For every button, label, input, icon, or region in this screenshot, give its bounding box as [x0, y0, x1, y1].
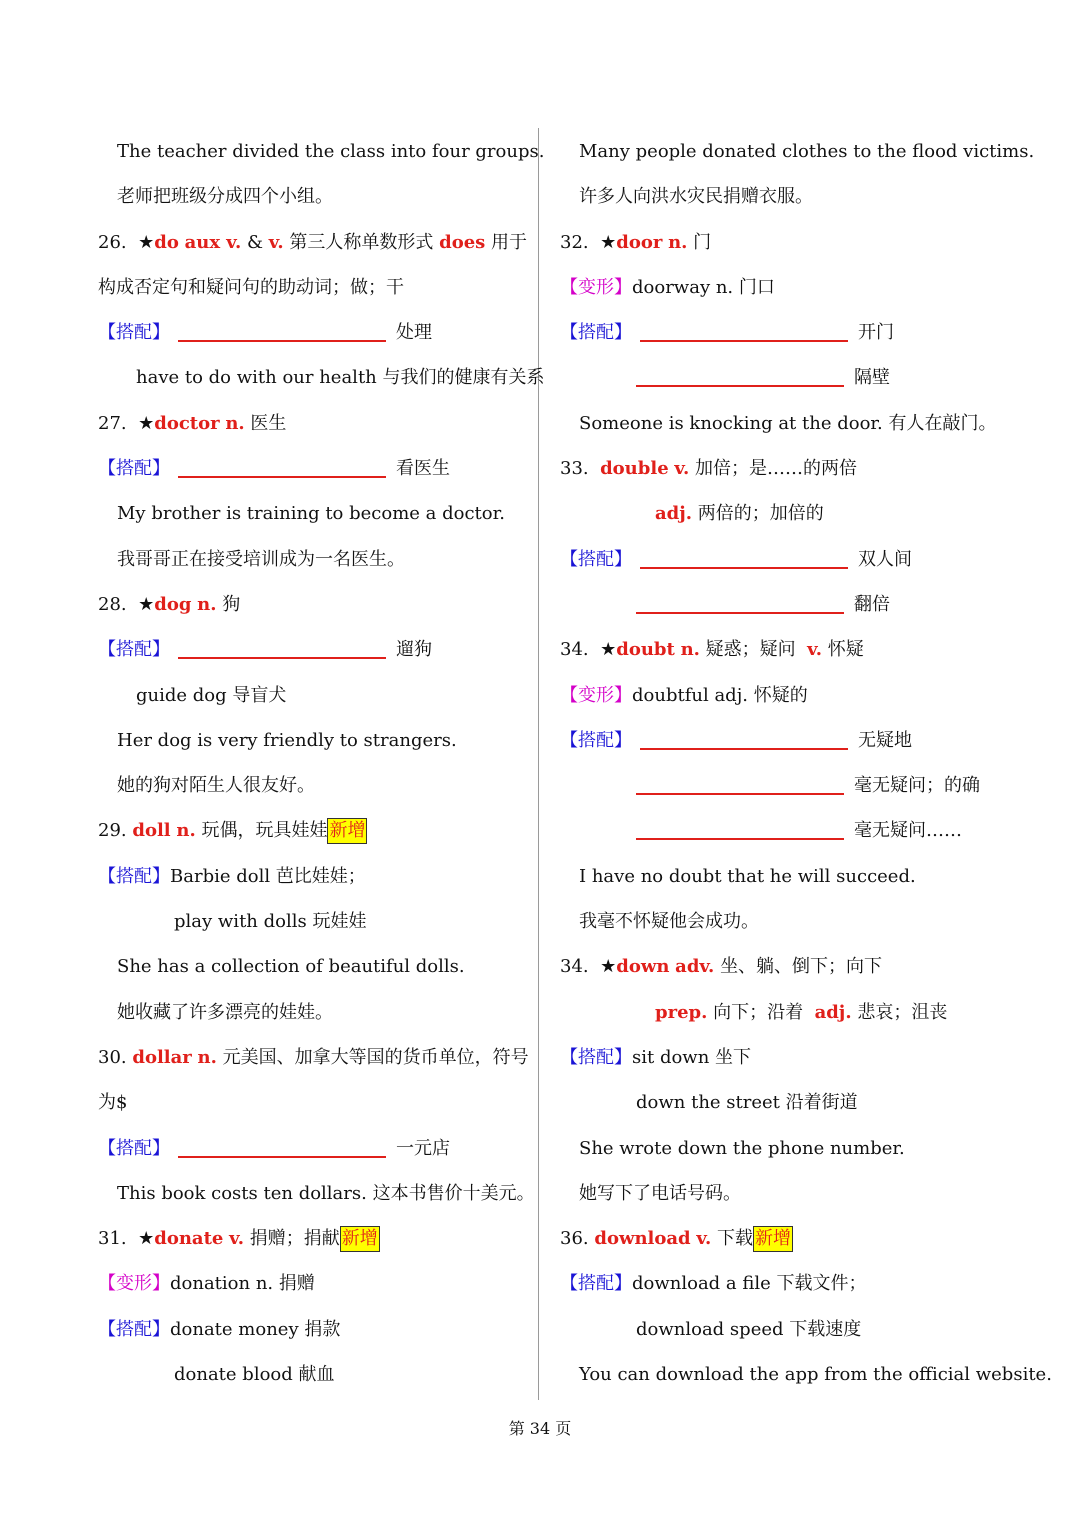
variant-label: 【变形】 — [98, 1273, 170, 1295]
text-span: 29. — [98, 820, 127, 842]
text-span: 【搭配】 — [560, 322, 632, 344]
text-span: adj. — [655, 503, 693, 525]
text-span: 【变形】 — [560, 276, 632, 298]
star-icon: ★ — [138, 1228, 155, 1250]
fill-blank — [178, 454, 386, 478]
text-span: v. — [229, 1228, 244, 1250]
text-span: 医生 — [250, 412, 287, 434]
text-span: 开门 — [858, 322, 894, 344]
example-translation: 她写下了电话号码。 — [579, 1182, 741, 1204]
text-span: v. — [268, 231, 284, 253]
phrase: guide dog 导盲犬 — [136, 684, 287, 706]
text-span: 32. — [560, 231, 589, 253]
collocation-row — [560, 537, 1000, 582]
text-span: download a file 下载文件； — [632, 1273, 867, 1295]
text-span: Barbie doll 芭比娃娃； — [170, 865, 366, 887]
headword: double — [600, 458, 669, 480]
text-span: 第三人称单数形式 — [289, 231, 434, 253]
text-span: 双人间 — [858, 548, 912, 570]
text-span: 36. — [560, 1228, 589, 1250]
collocation-row — [560, 763, 1000, 808]
text-span: donate money 捐款 — [170, 1318, 341, 1340]
text-span: 玩偶，玩具娃娃 — [201, 820, 328, 842]
left-column — [98, 129, 545, 1397]
headword: doubt — [616, 639, 675, 661]
text-span: 元美国、加拿大等国的货币单位，符号 — [222, 1046, 529, 1068]
text-span: 30. — [98, 1046, 127, 1068]
text-span: 悲哀；沮丧 — [857, 1001, 948, 1023]
text-span: 31. — [98, 1228, 127, 1250]
example-sentence: She has a collection of beautiful dolls. — [117, 956, 465, 978]
text-span: 【搭配】 — [560, 729, 632, 751]
example-sentence: This book costs ten dollars. 这本书售价十美元。 — [117, 1182, 535, 1204]
entry-28 — [98, 582, 528, 627]
phrase: have to do with our health 与我们的健康有关系 — [136, 367, 545, 389]
entry-33-sense — [560, 491, 1000, 536]
collocation-row — [560, 355, 1000, 400]
fill-blank — [640, 726, 848, 750]
text-span: n. — [197, 1046, 217, 1068]
fill-blank — [636, 363, 844, 387]
text-span: 看医生 — [396, 458, 450, 480]
entry-30-continued: 为$ — [98, 1092, 128, 1114]
collocation-row — [98, 1126, 528, 1171]
collocation-label: 【搭配】 — [98, 322, 170, 344]
text-span: 【搭配】 — [560, 1046, 632, 1068]
entry-35-sense — [560, 990, 1000, 1035]
fill-blank — [178, 318, 386, 342]
example-translation: 我毫不怀疑他会成功。 — [579, 911, 759, 933]
text-span: n. — [197, 593, 217, 615]
example-sentence: I have no doubt that he will succeed. — [579, 865, 916, 887]
text-span: prep. — [655, 1001, 708, 1023]
entry-29 — [98, 808, 528, 853]
right-column — [560, 129, 1052, 1397]
fill-blank — [178, 635, 386, 659]
text-span: 隔壁 — [854, 367, 890, 389]
text-span: 【搭配】 — [98, 865, 170, 887]
text-span: 处理 — [396, 322, 432, 344]
star-icon: ★ — [600, 231, 617, 253]
example-sentence: You can download the app from the official website. — [579, 1364, 1052, 1386]
fill-blank — [636, 816, 844, 840]
entry-34 — [560, 627, 1000, 672]
collocation-row — [98, 446, 528, 491]
fill-blank — [636, 771, 844, 795]
phrase: down the street 沿着街道 — [636, 1092, 858, 1114]
text-span: aux v. — [184, 231, 242, 253]
column-divider — [538, 128, 539, 1400]
collocation-row — [560, 1035, 1000, 1080]
text-span: 34. — [560, 956, 589, 978]
text-span: 捐赠；捐献 — [249, 1228, 340, 1250]
text-span: & — [246, 231, 263, 253]
example-translation: 她收藏了许多漂亮的娃娃。 — [117, 1001, 333, 1023]
text-span: 【搭配】 — [560, 1273, 632, 1295]
example-sentence: She wrote down the phone number. — [579, 1137, 905, 1159]
text-span: donation n. 捐赠 — [170, 1273, 315, 1295]
example-sentence: My brother is training to become a doctor. — [117, 503, 505, 525]
new-badge: 新增 — [340, 1226, 380, 1252]
example-sentence: Many people donated clothes to the flood victims. — [579, 141, 1035, 162]
entry-36 — [560, 1216, 1000, 1261]
variant-row — [560, 265, 1000, 310]
text-span: 【变形】 — [560, 684, 632, 706]
page-number: 第 34 页 — [508, 1419, 572, 1438]
text-span: 向下；沿着 — [713, 1001, 804, 1023]
example-sentence: The teacher divided the class into four groups. — [117, 141, 545, 162]
example-sentence: Her dog is very friendly to strangers. — [117, 729, 457, 751]
collocation-row — [98, 854, 528, 899]
collocation-row — [98, 627, 528, 672]
entry-33 — [560, 446, 1000, 491]
collocation-row — [560, 582, 1000, 627]
headword: do — [154, 231, 179, 253]
star-icon: ★ — [138, 593, 155, 615]
collocation-row — [560, 1261, 1000, 1306]
text-span: adv. — [675, 956, 715, 978]
phrase: download speed 下载速度 — [636, 1318, 862, 1340]
headword: door — [616, 231, 663, 253]
text-span: adj. — [814, 1001, 852, 1023]
variant-row — [560, 673, 1000, 718]
text-span: 26. — [98, 231, 127, 253]
star-icon: ★ — [600, 956, 617, 978]
variant-row — [98, 1261, 528, 1306]
entry-35 — [560, 944, 1000, 989]
star-icon: ★ — [138, 231, 155, 253]
entry-26-continued: 构成否定句和疑问句的助动词；做；干 — [98, 276, 404, 298]
example-translation: 许多人向洪水灾民捐赠衣服。 — [579, 186, 813, 208]
text-span: 28. — [98, 593, 127, 615]
text-span: n. — [668, 231, 688, 253]
entry-26 — [98, 220, 528, 265]
text-span: 门 — [693, 231, 712, 253]
example-translation: 老师把班级分成四个小组。 — [117, 186, 333, 208]
text-span: does — [439, 231, 486, 253]
example-translation: 我哥哥正在接受培训成为一名医生。 — [117, 548, 405, 570]
text-span: 遛狗 — [396, 639, 432, 661]
collocation-row — [560, 808, 1000, 853]
text-span: v. — [696, 1228, 712, 1250]
text-span: 坐、躺、倒下；向下 — [720, 956, 883, 978]
new-badge: 新增 — [753, 1226, 793, 1252]
fill-blank — [640, 545, 848, 569]
text-span: doubtful adj. 怀疑的 — [632, 684, 808, 706]
fill-blank — [178, 1134, 386, 1158]
text-span: 27. — [98, 412, 127, 434]
collocation-row — [98, 1307, 528, 1352]
text-span: v. — [674, 458, 690, 480]
text-span: 翻倍 — [854, 593, 890, 615]
entry-30 — [98, 1035, 528, 1080]
star-icon: ★ — [600, 639, 617, 661]
text-span: 一元店 — [396, 1137, 450, 1159]
text-span: n. — [176, 820, 196, 842]
text-span: 【搭配】 — [98, 639, 170, 661]
headword: donate — [154, 1228, 224, 1250]
text-span: 下载 — [717, 1228, 754, 1250]
text-span: n. — [225, 412, 245, 434]
entry-31 — [98, 1216, 528, 1261]
text-span: doorway n. 门口 — [632, 276, 775, 298]
text-span: sit down 坐下 — [632, 1046, 752, 1068]
collocation-row — [560, 718, 1000, 763]
phrase: play with dolls 玩娃娃 — [174, 911, 367, 933]
headword: dog — [154, 593, 192, 615]
text-span: 【搭配】 — [98, 458, 170, 480]
headword: dollar — [132, 1046, 192, 1068]
text-span: 【搭配】 — [98, 1137, 170, 1159]
fill-blank — [640, 318, 848, 342]
collocation-row — [560, 310, 1000, 355]
headword: down — [616, 956, 670, 978]
headword: doctor — [154, 412, 220, 434]
text-span: 毫无疑问；的确 — [854, 775, 980, 797]
text-span: v. — [807, 639, 823, 661]
entry-32 — [560, 220, 1000, 265]
headword: doll — [132, 820, 171, 842]
text-span: 疑惑；疑问 — [705, 639, 796, 661]
fill-blank — [636, 590, 844, 614]
new-badge: 新增 — [327, 818, 367, 844]
star-icon: ★ — [138, 412, 155, 434]
entry-27 — [98, 401, 528, 446]
text-span: 33. — [560, 458, 589, 480]
phrase: donate blood 献血 — [174, 1364, 335, 1386]
example-sentence: Someone is knocking at the door. 有人在敲门。 — [579, 412, 997, 434]
text-span: 毫无疑问…… — [854, 820, 962, 842]
collocation-row — [98, 310, 528, 355]
example-translation: 她的狗对陌生人很友好。 — [117, 775, 315, 797]
text-span: 34. — [560, 639, 589, 661]
text-span: 用于 — [491, 231, 528, 253]
text-span: 狗 — [222, 593, 241, 615]
text-span: 无疑地 — [858, 729, 912, 751]
text-span: 两倍的；加倍的 — [697, 503, 824, 525]
text-span: 【搭配】 — [98, 1318, 170, 1340]
text-span: 加倍；是……的两倍 — [695, 458, 858, 480]
headword: download — [594, 1228, 691, 1250]
text-span: 怀疑 — [827, 639, 864, 661]
text-span: n. — [680, 639, 700, 661]
text-span: 【搭配】 — [560, 548, 632, 570]
